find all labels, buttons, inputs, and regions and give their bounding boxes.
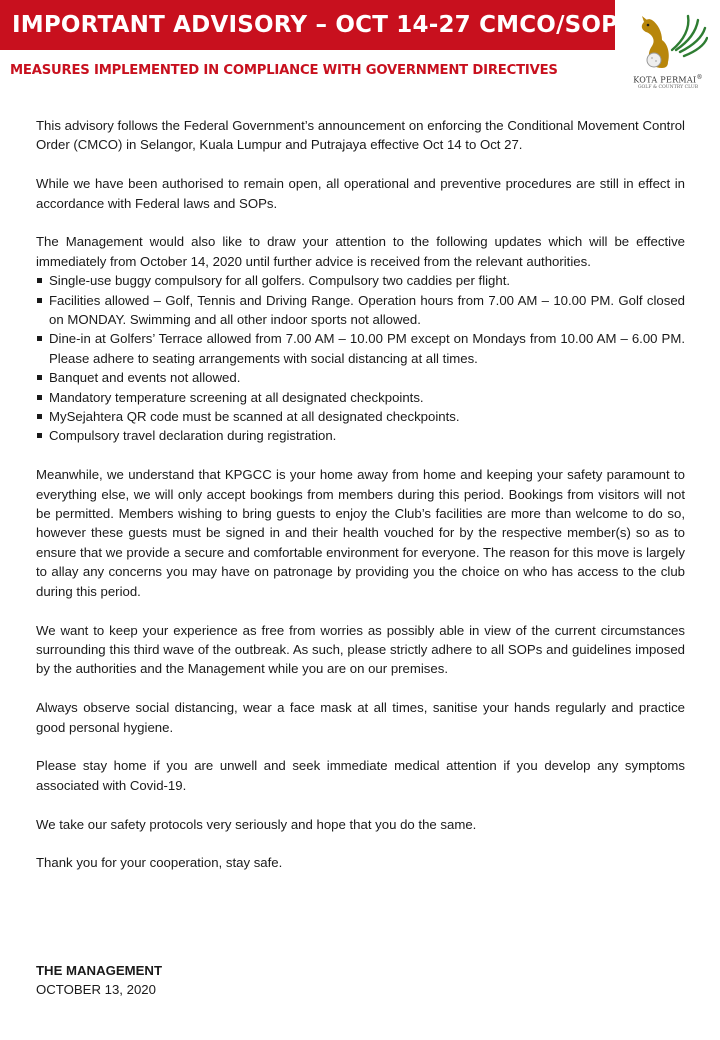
thanks-paragraph: Thank you for your cooperation, stay safe. xyxy=(36,855,283,871)
signoff xyxy=(36,961,162,1000)
intro-paragraph: This advisory follows the Federal Government’s announcement on enforcing the Conditional Movement Control Order (CMCO) in Selangor, Kuala Lumpur and Putrajaya effective Oct 14 to Oct 27. xyxy=(36,118,685,153)
safety-paragraph: We take our safety protocols very seriously and hope that you do the same. xyxy=(36,816,477,832)
club-logo xyxy=(622,10,714,96)
list-item: Facilities allowed – Golf, Tennis and Driving Range. Operation hours from 7.00 AM – 10.00 PM. Golf closed on MONDAY. Swimming and all other indoor sports not allowed. xyxy=(36,291,685,330)
list-item: Compulsory travel declaration during registration. xyxy=(36,426,685,445)
list-item: Single-use buggy compulsory for all golfers. Compulsory two caddies per flight. xyxy=(36,271,685,290)
list-item: MySejahtera QR code must be scanned at all designated checkpoints. xyxy=(36,407,685,426)
distancing-paragraph: Always observe social distancing, wear a face mask at all times, sanitise your hands regularly and practice good personal hygiene. xyxy=(36,700,685,735)
page-title: IMPORTANT ADVISORY – OCT 14-27 CMCO/SOP xyxy=(12,12,619,38)
logo-name-text: KOTA PERMAI xyxy=(633,75,697,85)
list-item: Dine-in at Golfers’ Terrace allowed from 7.00 AM – 10.00 PM except on Mondays from 10.00 AM – 6.00 PM. Please adhere to seating arrangements with social distancing at all times. xyxy=(36,329,685,368)
registered-mark: ® xyxy=(696,74,703,81)
unwell-paragraph: Please stay home if you are unwell and seek immediate medical attention if you develop any symptoms associated with Covid-19. xyxy=(36,758,685,793)
members-only-paragraph: Meanwhile, we understand that KPGCC is your home away from home and keeping your safety paramount to everything else, we will only accept bookings from members during this period. Bookings from visitors will not be permitted. Members wishing to bring guests to enjoy the Club’s facilities are more than welcome to do so, however these guests must be signed in and their health vouched for by the respective member(s) so as to ensure that we provide a secure and comfortable environment for everyone. The reason for this move is largely to allay any concerns you may have on patronage by providing you the choice on who has access to the club during this period. xyxy=(36,467,685,599)
list-item: Banquet and events not allowed. xyxy=(36,368,685,387)
signoff-name: THE MANAGEMENT xyxy=(36,963,163,978)
signoff-date: OCTOBER 13, 2020 xyxy=(36,982,156,998)
logo-tagline: GOLF & COUNTRY CLUB xyxy=(637,85,699,90)
squirrel-logo-icon xyxy=(628,10,708,72)
page-subtitle: MEASURES IMPLEMENTED IN COMPLIANCE WITH GOVERNMENT DIRECTIVES xyxy=(10,63,558,78)
title-banner xyxy=(0,0,619,50)
updates-intro-paragraph: The Management would also like to draw your attention to the following updates which will be effective immediately from October 14, 2020 until further advice is received from the relevant authorities. xyxy=(36,234,685,269)
advisory-body xyxy=(36,116,685,892)
updates-list xyxy=(36,271,685,446)
logo-wordmark xyxy=(622,74,714,85)
remain-open-paragraph: While we have been authorised to remain open, all operational and preventive procedures are still in effect in accordance with Federal laws and SOPs. xyxy=(36,176,685,211)
worries-paragraph: We want to keep your experience as free from worries as possibly able in view of the current circumstances surrounding this third wave of the outbreak. As such, please strictly adhere to all SOPs and guidelines imposed by the authorities and the Management while you are on our premises. xyxy=(36,622,685,677)
list-item: Mandatory temperature screening at all designated checkpoints. xyxy=(36,388,685,407)
